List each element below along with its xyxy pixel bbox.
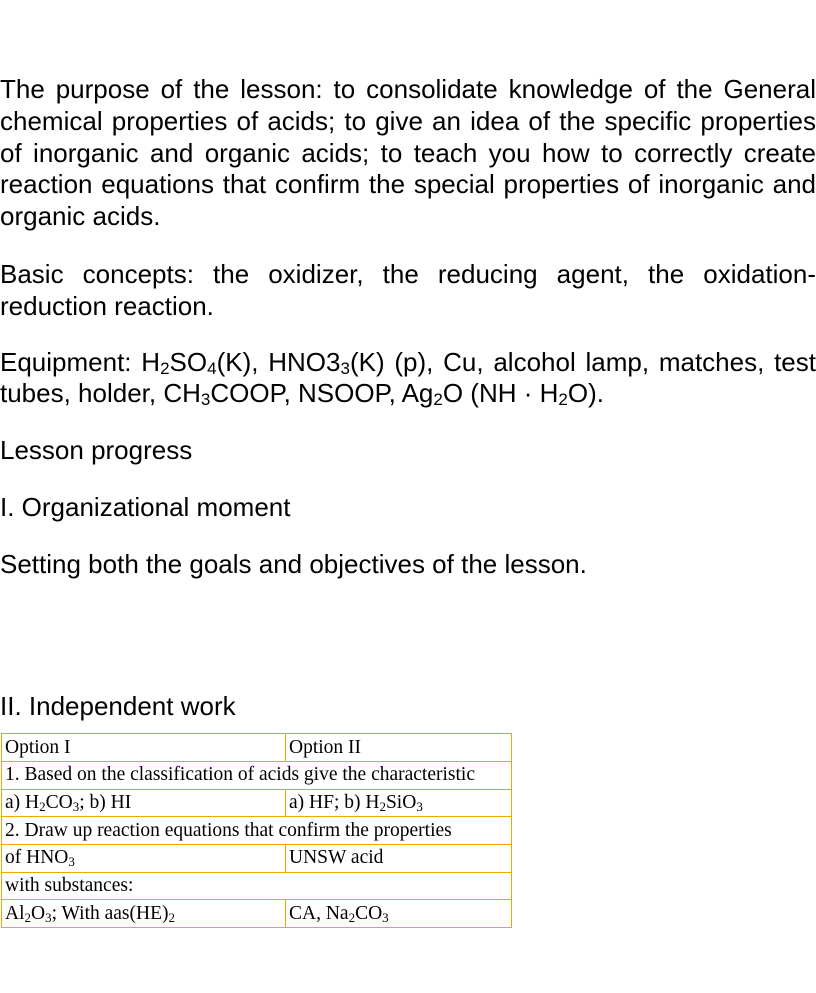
equipment-text-4: (K) (p), Cu, alcohol lamp, matches, test tubes, holder, CH [0,346,816,409]
formula-sub: 3 [382,909,389,925]
formula-text: CO [355,902,383,924]
formula-text: ; With aas(HE) [51,902,169,924]
task-2-option-2: UNSW acid [286,845,512,873]
formula-sub: 3 [416,799,423,815]
substances-option-1 [2,900,286,928]
equipment-sub-6: 2 [558,390,568,410]
table-row [2,734,512,762]
independent-work-heading: II. Independent work [0,690,236,721]
formula-sub: 2 [168,909,175,925]
table-row [2,900,512,928]
organizational-moment-heading: I. Organizational moment [0,491,291,522]
independent-work-table [1,733,512,928]
formula-sub: 3 [45,909,52,925]
equipment-sub-4: 3 [200,390,211,410]
task-2-option-1 [2,845,286,873]
formula-text: CA, Na [289,902,349,924]
formula-text: of HNO [5,847,69,869]
equipment-text-1: Equipment: H [0,346,161,377]
substances-label: with substances: [2,872,512,900]
formula-text: a) HF; b) H [289,792,380,814]
equipment-sub-5: 2 [433,390,443,410]
goals-setting-text: Setting both the goals and objectives of the lesson. [0,548,587,579]
equipment-text-7: O). [567,378,604,409]
equipment-list [0,347,816,411]
formula-text: O [31,902,46,924]
document-body [0,74,816,928]
table-row [2,845,512,873]
lesson-purpose: The purpose of the lesson: to consolidate knowledge of the General chemical properties of acids; to give an idea of the specific properties of inorganic and organic acids; to teach you how to correctly create reaction equations that confirm the special properties of inorganic and organic acids. [0,74,816,232]
equipment-text-3: (K), HNO3 [216,346,341,377]
table-row [2,789,512,817]
formula-sub: 3 [68,854,75,870]
formula-text: ; b) HI [79,792,132,814]
formula-text: CO [45,792,73,814]
substances-option-2 [286,900,512,928]
table-row [2,817,512,845]
formula-text: a) H [5,792,40,814]
option-2-header: Option II [286,734,512,762]
formula-text: SiO [385,792,417,814]
equipment-text-5: COOP, NSOOP, Ag [210,378,434,409]
equipment-sub-2: 4 [207,358,217,378]
table-row [2,872,512,900]
equipment-sub-3: 3 [340,358,350,378]
lesson-progress-heading: Lesson progress [0,435,193,466]
formula-sub: 2 [24,909,31,925]
formula-text: Al [5,902,25,924]
table-row [2,762,512,790]
task-1-text: 1. Based on the classification of acids give the characteristic [2,762,512,790]
formula-sub: 2 [379,799,386,815]
formula-sub: 2 [348,909,356,925]
equipment-sub-1: 2 [160,358,170,378]
equipment-text-6: O (NH · H [442,378,559,409]
basic-concepts: Basic concepts: the oxidizer, the reducing agent, the oxidation-reduction reaction. [0,258,816,321]
task-1-option-2 [286,789,512,817]
equipment-text-2: SO [169,346,208,377]
formula-sub: 2 [39,799,46,815]
task-2-text: 2. Draw up reaction equations that confirm the properties [2,817,512,845]
formula-sub: 3 [72,799,80,815]
option-1-header: Option I [2,734,286,762]
task-1-option-1 [2,789,286,817]
